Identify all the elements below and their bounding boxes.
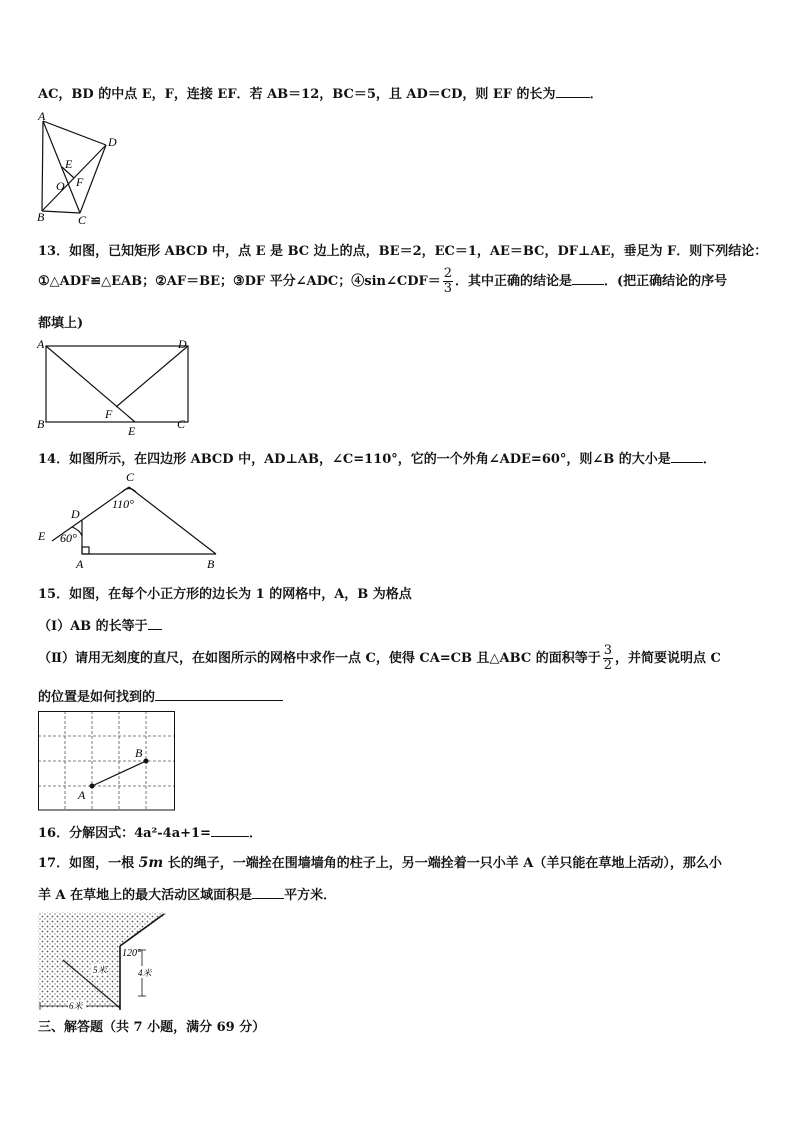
q13-figure — [34, 336, 194, 438]
q14-answer-blank[interactable] — [671, 462, 703, 463]
q14-angle-c: 110° — [112, 497, 134, 511]
q17-wall-label: 4米 — [138, 968, 152, 978]
q12-label-o: O — [56, 179, 65, 193]
q15-line2 — [38, 615, 162, 634]
q13-line2-c: ．(把正确结论的序号 — [604, 274, 728, 289]
q17-line1-m: 5m — [138, 855, 164, 871]
q17-line2-b: 平方米． — [284, 888, 337, 903]
q15-fraction — [603, 644, 613, 673]
q17-line1-b: 长的绳子，一端拴在围墙墙角的柱子上，另一端拴着一只小羊 A（羊只能在草地上活动），那么小 — [163, 856, 722, 871]
q12-label-c: C — [78, 213, 87, 226]
q17-angle-label: 120° — [122, 948, 141, 959]
q15-part2-c: 的位置是如何找到的 — [38, 690, 156, 705]
q16-text — [38, 822, 262, 841]
q15-label-a: A — [78, 788, 86, 802]
q12-answer-blank[interactable] — [556, 97, 590, 98]
q15-grid-figure — [38, 711, 176, 811]
q17-answer-blank[interactable] — [252, 898, 284, 899]
q14-angle-d: 60° — [60, 531, 77, 545]
q13-line2-b: ．其中正确的结论是 — [455, 274, 573, 289]
q12-text — [38, 83, 603, 102]
q14-label-b: B — [207, 557, 215, 570]
q17-base-label: 6米 — [69, 1001, 83, 1011]
q15-part1: （Ⅰ）AB 的长等于 — [38, 619, 148, 634]
q15-line1: 15．如图，在每个小正方形的边长为 1 的网格中，A，B 为格点 — [38, 587, 412, 602]
q15-frac-den: 2 — [603, 658, 613, 673]
q16-stem: 16．分解因式：4a²-4a+1= — [38, 826, 211, 841]
q12-label-e: E — [65, 157, 73, 171]
q12-tail: ． — [589, 87, 603, 102]
q15-line3 — [38, 639, 721, 679]
q14-label-a: A — [76, 557, 84, 570]
q15-line4 — [38, 686, 283, 705]
q15-part1-blank[interactable] — [148, 629, 162, 630]
q16-tail: ． — [248, 826, 262, 841]
q14-label-e: E — [38, 529, 46, 543]
q13-fraction — [443, 267, 453, 296]
q17-line2 — [38, 884, 336, 903]
q14-label-d: D — [71, 507, 80, 521]
q12-stem: AC，BD 的中点 E，F，连接 EF．若 AB＝12，BC＝5，且 AD＝CD，则 EF 的长为 — [38, 87, 556, 102]
q14-figure — [34, 470, 224, 570]
q13-frac-num: 2 — [443, 266, 452, 281]
q13-answer-blank[interactable] — [572, 284, 604, 285]
q17-figure — [36, 910, 170, 1012]
q14-stem: 14．如图所示，在四边形 ABCD 中，AD⊥AB，∠C=110°，它的一个外角∠ADE=60°，则∠B 的大小是 — [38, 452, 671, 467]
q13-frac-den: 3 — [443, 281, 452, 296]
q13-label-d: D — [178, 337, 187, 351]
q12-label-a: A — [38, 109, 46, 123]
q13-label-a: A — [37, 337, 45, 351]
q16-answer-blank[interactable] — [211, 836, 249, 837]
q14-tail: ． — [702, 452, 716, 467]
q17-rope-label: 5米 — [93, 965, 107, 975]
q13-line2-a: ①△ADF≌△EAB；②AF＝BE；③DF 平分∠ADC；④sin∠CDF＝ — [38, 274, 441, 289]
q12-label-d: D — [108, 135, 117, 149]
q13-label-c: C — [177, 417, 186, 431]
q12-figure — [34, 108, 124, 226]
q15-frac-num: 3 — [603, 643, 613, 658]
q15-label-b: B — [135, 746, 143, 760]
q17-line1 — [38, 852, 722, 871]
q15-part2-blank[interactable] — [155, 700, 283, 701]
q12-label-b: B — [37, 210, 45, 224]
q13-line1: 13．如图，已知矩形 ABCD 中，点 E 是 BC 边上的点，BE＝2，EC＝1，AE＝BC，DF⊥AE，垂足为 F．则下列结论： — [38, 244, 768, 259]
q14-text — [38, 448, 716, 467]
q15-part2-b: ，并简要说明点 C — [615, 651, 721, 666]
q13-label-e: E — [128, 424, 136, 438]
section-3-heading: 三、解答题（共 7 小题，满分 69 分） — [38, 1020, 266, 1035]
q13-label-f: F — [105, 407, 113, 421]
q14-label-c: C — [126, 470, 135, 484]
q15-part2-a: （Ⅱ）请用无刻度的直尺，在如图所示的网格中求作一点 C，使得 CA=CB 且△ABC 的面积等于 — [38, 651, 601, 666]
q17-line2-a: 羊 A 在草地上的最大活动区域面积是 — [38, 888, 253, 903]
q12-label-f: F — [76, 175, 84, 189]
q13-line2 — [38, 264, 727, 300]
q17-line1-a: 17．如图，一根 — [38, 856, 139, 871]
q13-line3: 都填上) — [38, 316, 84, 331]
q13-label-b: B — [37, 417, 45, 431]
